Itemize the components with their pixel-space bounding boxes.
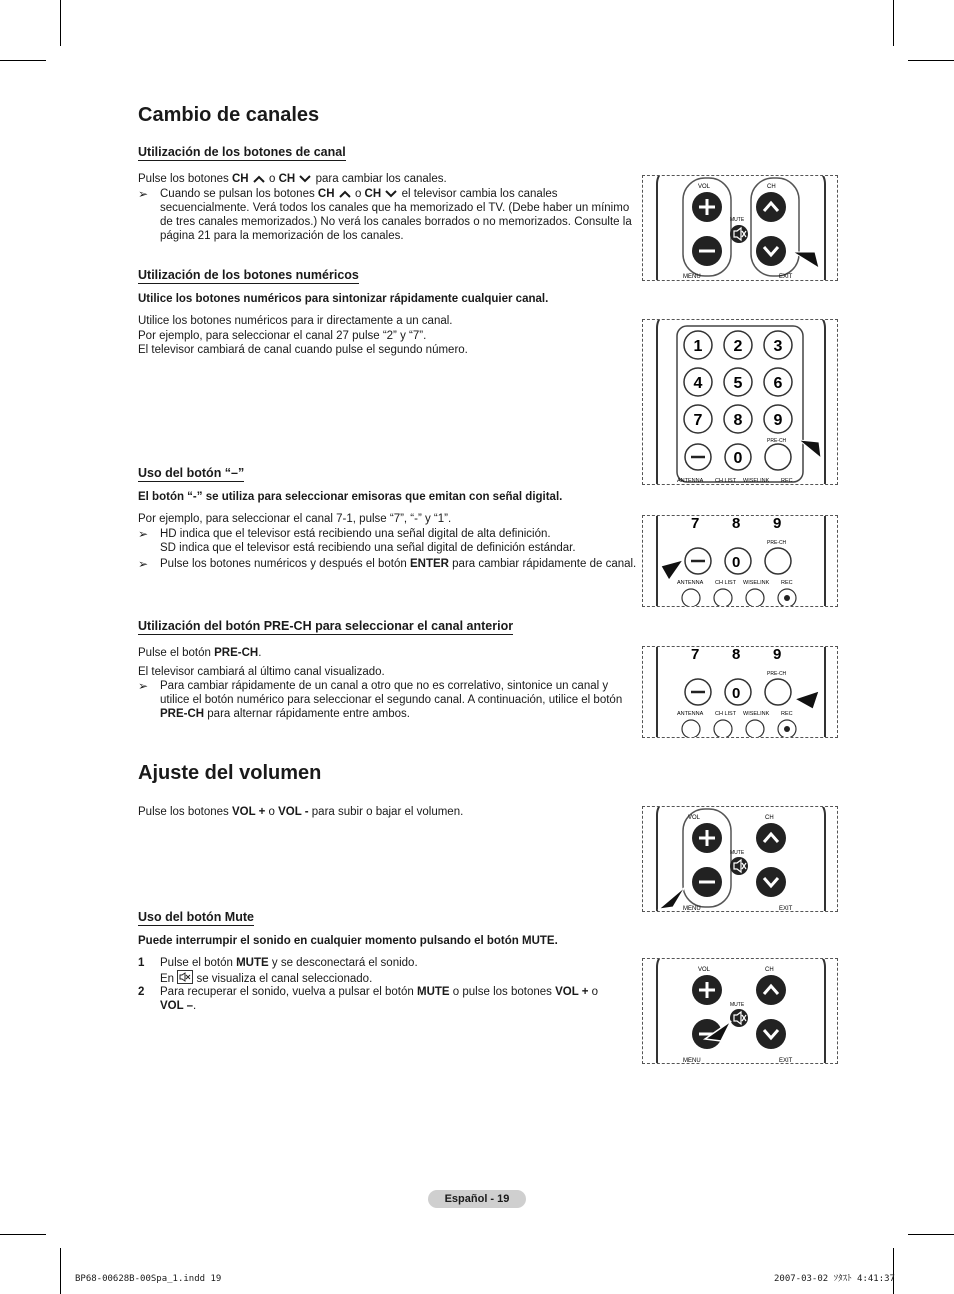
text-enter: ENTER bbox=[409, 558, 449, 570]
label-chlist: CH LIST bbox=[715, 711, 737, 717]
text: Pulse el botón bbox=[138, 647, 215, 659]
step-number: 2 bbox=[138, 986, 145, 998]
label-exit: EXIT bbox=[779, 906, 793, 912]
text: el televisor cambia los canales secuencialmente. Verá todos los canales que ha memorizado el TV. (Debe haber un mínimo de tres canales memorizados.) No verá los canales borrados o no memorizados. Consulte la página 21 para la memorización de los canales. bbox=[160, 188, 632, 242]
key-7[interactable]: 7 bbox=[691, 516, 700, 532]
key-0: 0 bbox=[732, 685, 741, 702]
remote-figure-mute bbox=[642, 958, 838, 1064]
crop-mark bbox=[908, 60, 954, 61]
text-ch: CH bbox=[317, 188, 335, 200]
bold-intro-number: Utilice los botones numéricos para sintonizar rápidamente cualquier canal. bbox=[138, 293, 549, 305]
note-hd-sd bbox=[138, 527, 638, 555]
heading-mute: Uso del botón Mute bbox=[138, 910, 254, 924]
key-9[interactable]: 9 bbox=[773, 647, 782, 663]
crop-mark bbox=[60, 1248, 61, 1294]
key-label-9: 9 bbox=[773, 412, 783, 429]
paragraph-number-2: Por ejemplo, para seleccionar el canal 27 pulse “2” y “7”. bbox=[138, 330, 427, 342]
prech-button[interactable] bbox=[765, 679, 791, 705]
mute-illustration bbox=[643, 959, 838, 1064]
bold-intro-dash: El botón “-” se utiliza para seleccionar emisoras que emitan con señal digital. bbox=[138, 491, 563, 503]
paragraph-dash-1: Por ejemplo, para seleccionar el canal 7-1, pulse “7”, “-” y “1”. bbox=[138, 513, 452, 525]
key-label-4: 4 bbox=[693, 375, 703, 392]
heading-channel-buttons: Utilización de los botones de canal bbox=[138, 145, 346, 159]
label-rec: REC bbox=[781, 478, 793, 484]
key-0: 0 bbox=[732, 554, 741, 571]
note-arrow-icon: ➢ bbox=[138, 557, 149, 571]
heading-prech: Utilización del botón PRE-CH para seleccionar el canal anterior bbox=[138, 619, 514, 633]
mute-step-2 bbox=[138, 985, 638, 1013]
label-menu: MENU bbox=[683, 1058, 701, 1064]
text-vol-minus: VOL - bbox=[278, 806, 309, 818]
mute-button[interactable] bbox=[730, 225, 748, 243]
key-label-8: 8 bbox=[733, 412, 743, 429]
key-label-3: 3 bbox=[773, 338, 783, 355]
ch-down-button[interactable] bbox=[756, 236, 786, 266]
rec-dot-icon bbox=[784, 595, 790, 601]
paragraph-volume bbox=[138, 805, 638, 819]
key-label-6: 6 bbox=[773, 375, 783, 392]
note-enter bbox=[138, 557, 638, 571]
note-arrow-icon: ➢ bbox=[138, 187, 149, 201]
label-prech: PRE-CH bbox=[767, 671, 787, 677]
paragraph-prech-2: El televisor cambiará al último canal visualizado. bbox=[138, 666, 385, 678]
crop-mark bbox=[893, 1248, 894, 1294]
text: Para recuperar el sonido, vuelva a pulsar el botón bbox=[160, 986, 417, 998]
crop-mark bbox=[908, 1234, 954, 1235]
remote-figure-dash bbox=[642, 515, 838, 607]
antenna-button[interactable] bbox=[682, 589, 700, 607]
text-vol-minus: VOL – bbox=[160, 1000, 194, 1012]
ch-down-button[interactable] bbox=[756, 1019, 786, 1049]
text: Pulse el botón bbox=[160, 957, 237, 969]
wiselink-button[interactable] bbox=[746, 720, 764, 738]
text: para cambiar los canales. bbox=[312, 173, 447, 185]
text-mute: MUTE bbox=[236, 957, 269, 969]
text-ch: CH bbox=[278, 173, 296, 185]
key-7[interactable]: 7 bbox=[691, 647, 700, 663]
section-title-channels: Cambio de canales bbox=[138, 104, 320, 126]
mute-button[interactable] bbox=[730, 857, 748, 875]
label-ch: CH bbox=[765, 967, 774, 973]
section-title-volume: Ajuste del volumen bbox=[138, 762, 322, 784]
text: . bbox=[258, 647, 262, 659]
label-menu: MENU bbox=[683, 274, 701, 280]
mute-icon bbox=[177, 970, 193, 984]
text: para cambiar rápidamente de canal. bbox=[448, 558, 637, 570]
label-vol: VOL bbox=[688, 815, 701, 821]
crop-mark bbox=[0, 1234, 46, 1235]
rec-dot-icon bbox=[784, 726, 790, 732]
text: En bbox=[160, 973, 178, 985]
text: Pulse los botones bbox=[138, 806, 232, 818]
slug-filename: BP68-00628B-00Spa_1.indd 19 bbox=[75, 1274, 222, 1284]
text: o bbox=[351, 188, 365, 200]
prech-illustration bbox=[643, 647, 838, 738]
label-menu: MENU bbox=[683, 906, 701, 912]
heading-dash-button: Uso del botón “–” bbox=[138, 466, 245, 480]
label-chlist: CH LIST bbox=[715, 478, 737, 484]
note-arrow-icon: ➢ bbox=[138, 679, 149, 693]
label-ch: CH bbox=[767, 184, 776, 190]
mute-step-1 bbox=[138, 956, 638, 986]
label-wiselink: WISELINK bbox=[743, 478, 770, 484]
text-ch: CH bbox=[231, 173, 249, 185]
numpad-illustration bbox=[643, 320, 838, 485]
chlist-button[interactable] bbox=[714, 720, 732, 738]
label-mute: MUTE bbox=[730, 1002, 745, 1008]
text: Pulse los botones bbox=[138, 173, 232, 185]
mute-button[interactable] bbox=[730, 1009, 748, 1027]
crop-mark bbox=[893, 0, 894, 46]
text: y se desconectará el sonido. bbox=[268, 957, 418, 969]
label-exit: EXIT bbox=[779, 1058, 793, 1064]
remote-figure-ch bbox=[642, 175, 838, 281]
remote-illustration bbox=[643, 176, 838, 281]
text-ch: CH bbox=[364, 188, 382, 200]
note-ch-buttons bbox=[138, 187, 638, 243]
text: o bbox=[588, 986, 599, 998]
text-prech: PRE-CH bbox=[214, 647, 259, 659]
text: . bbox=[193, 1000, 197, 1012]
key-label-2: 2 bbox=[733, 338, 743, 355]
label-antenna: ANTENNA bbox=[677, 580, 704, 586]
step-number: 1 bbox=[138, 957, 145, 969]
label-chlist: CH LIST bbox=[715, 580, 737, 586]
label-rec: REC bbox=[781, 711, 793, 717]
volume-illustration bbox=[643, 807, 838, 912]
ch-down-button[interactable] bbox=[756, 867, 786, 897]
ch-up-button[interactable] bbox=[756, 975, 786, 1005]
label-exit: EXIT bbox=[779, 274, 793, 280]
label-rec: REC bbox=[781, 580, 793, 586]
note-prech bbox=[138, 679, 638, 721]
label-wiselink: WISELINK bbox=[743, 711, 770, 717]
paragraph-prech-1 bbox=[138, 646, 638, 660]
wiselink-button[interactable] bbox=[746, 589, 764, 607]
crop-mark bbox=[60, 0, 61, 46]
heading-number-buttons: Utilización de los botones numéricos bbox=[138, 268, 359, 282]
text: o bbox=[265, 806, 279, 818]
key-label-0: 0 bbox=[733, 450, 743, 467]
text-vol-plus: VOL + bbox=[555, 986, 589, 998]
antenna-button[interactable] bbox=[682, 720, 700, 738]
note-arrow-icon: ➢ bbox=[138, 527, 149, 541]
text: o bbox=[265, 173, 279, 185]
key-8[interactable]: 8 bbox=[732, 647, 741, 663]
ch-down-icon bbox=[298, 174, 312, 184]
remote-figure-numbers bbox=[642, 319, 838, 485]
text: Cuando se pulsan los botones bbox=[160, 188, 318, 200]
text: Pulse los botones numéricos y después el botón bbox=[160, 558, 410, 570]
ch-up-icon bbox=[252, 174, 266, 184]
remote-figure-prech bbox=[642, 646, 838, 738]
label-antenna: ANTENNA bbox=[677, 478, 704, 484]
paragraph-ch-buttons bbox=[138, 172, 638, 186]
ch-down-icon bbox=[384, 189, 398, 199]
text: Para cambiar rápidamente de un canal a otro que no es correlativo, sintonice un canal y utilice el botón numérico para seleccionar el segundo canal. A continuación, utilice el botón bbox=[160, 680, 623, 706]
label-prech: PRE-CH bbox=[767, 438, 787, 444]
remote-figure-volume bbox=[642, 806, 838, 912]
key-9[interactable]: 9 bbox=[773, 516, 782, 532]
label-vol: VOL bbox=[698, 967, 711, 973]
ch-up-button[interactable] bbox=[756, 823, 786, 853]
text-mute: MUTE bbox=[417, 986, 450, 998]
text: para subir o bajar el volumen. bbox=[308, 806, 464, 818]
text: para alternar rápidamente entre ambos. bbox=[204, 708, 410, 720]
key-label-7: 7 bbox=[693, 412, 703, 429]
label-wiselink: WISELINK bbox=[743, 580, 770, 586]
slug-timestamp: 2007-03-02 ｿﾀｽﾄ 4:41:37 bbox=[774, 1274, 895, 1284]
ch-up-button[interactable] bbox=[756, 192, 786, 222]
text: HD indica que el televisor está recibiendo una señal digital de alta definición. bbox=[160, 528, 551, 540]
paragraph-number-3: El televisor cambiará de canal cuando pulse el segundo número. bbox=[138, 344, 468, 356]
key-8[interactable]: 8 bbox=[732, 516, 741, 532]
label-antenna: ANTENNA bbox=[677, 711, 704, 717]
prech-button[interactable] bbox=[765, 444, 791, 470]
text: se visualiza el canal seleccionado. bbox=[196, 973, 373, 985]
text: SD indica que el televisor está recibiendo una señal digital de definición estándar. bbox=[160, 542, 576, 554]
label-ch: CH bbox=[765, 815, 774, 821]
crop-mark bbox=[0, 60, 46, 61]
key-label-1: 1 bbox=[693, 338, 703, 355]
label-prech: PRE-CH bbox=[767, 540, 787, 546]
prech-button[interactable] bbox=[765, 548, 791, 574]
key-label-5: 5 bbox=[733, 375, 743, 392]
label-mute: MUTE bbox=[730, 850, 745, 856]
page-number: Español - 19 bbox=[428, 1190, 526, 1208]
text-vol-plus: VOL + bbox=[231, 806, 266, 818]
text-prech: PRE-CH bbox=[160, 708, 205, 720]
chlist-button[interactable] bbox=[714, 589, 732, 607]
ch-up-icon bbox=[338, 189, 352, 199]
label-vol: VOL bbox=[698, 184, 711, 190]
bold-intro-mute: Puede interrumpir el sonido en cualquier momento pulsando el botón MUTE. bbox=[138, 935, 558, 947]
label-mute: MUTE bbox=[730, 217, 745, 223]
text: o pulse los botones bbox=[449, 986, 556, 998]
paragraph-number-1: Utilice los botones numéricos para ir directamente a un canal. bbox=[138, 315, 453, 327]
dash-illustration bbox=[643, 516, 838, 607]
